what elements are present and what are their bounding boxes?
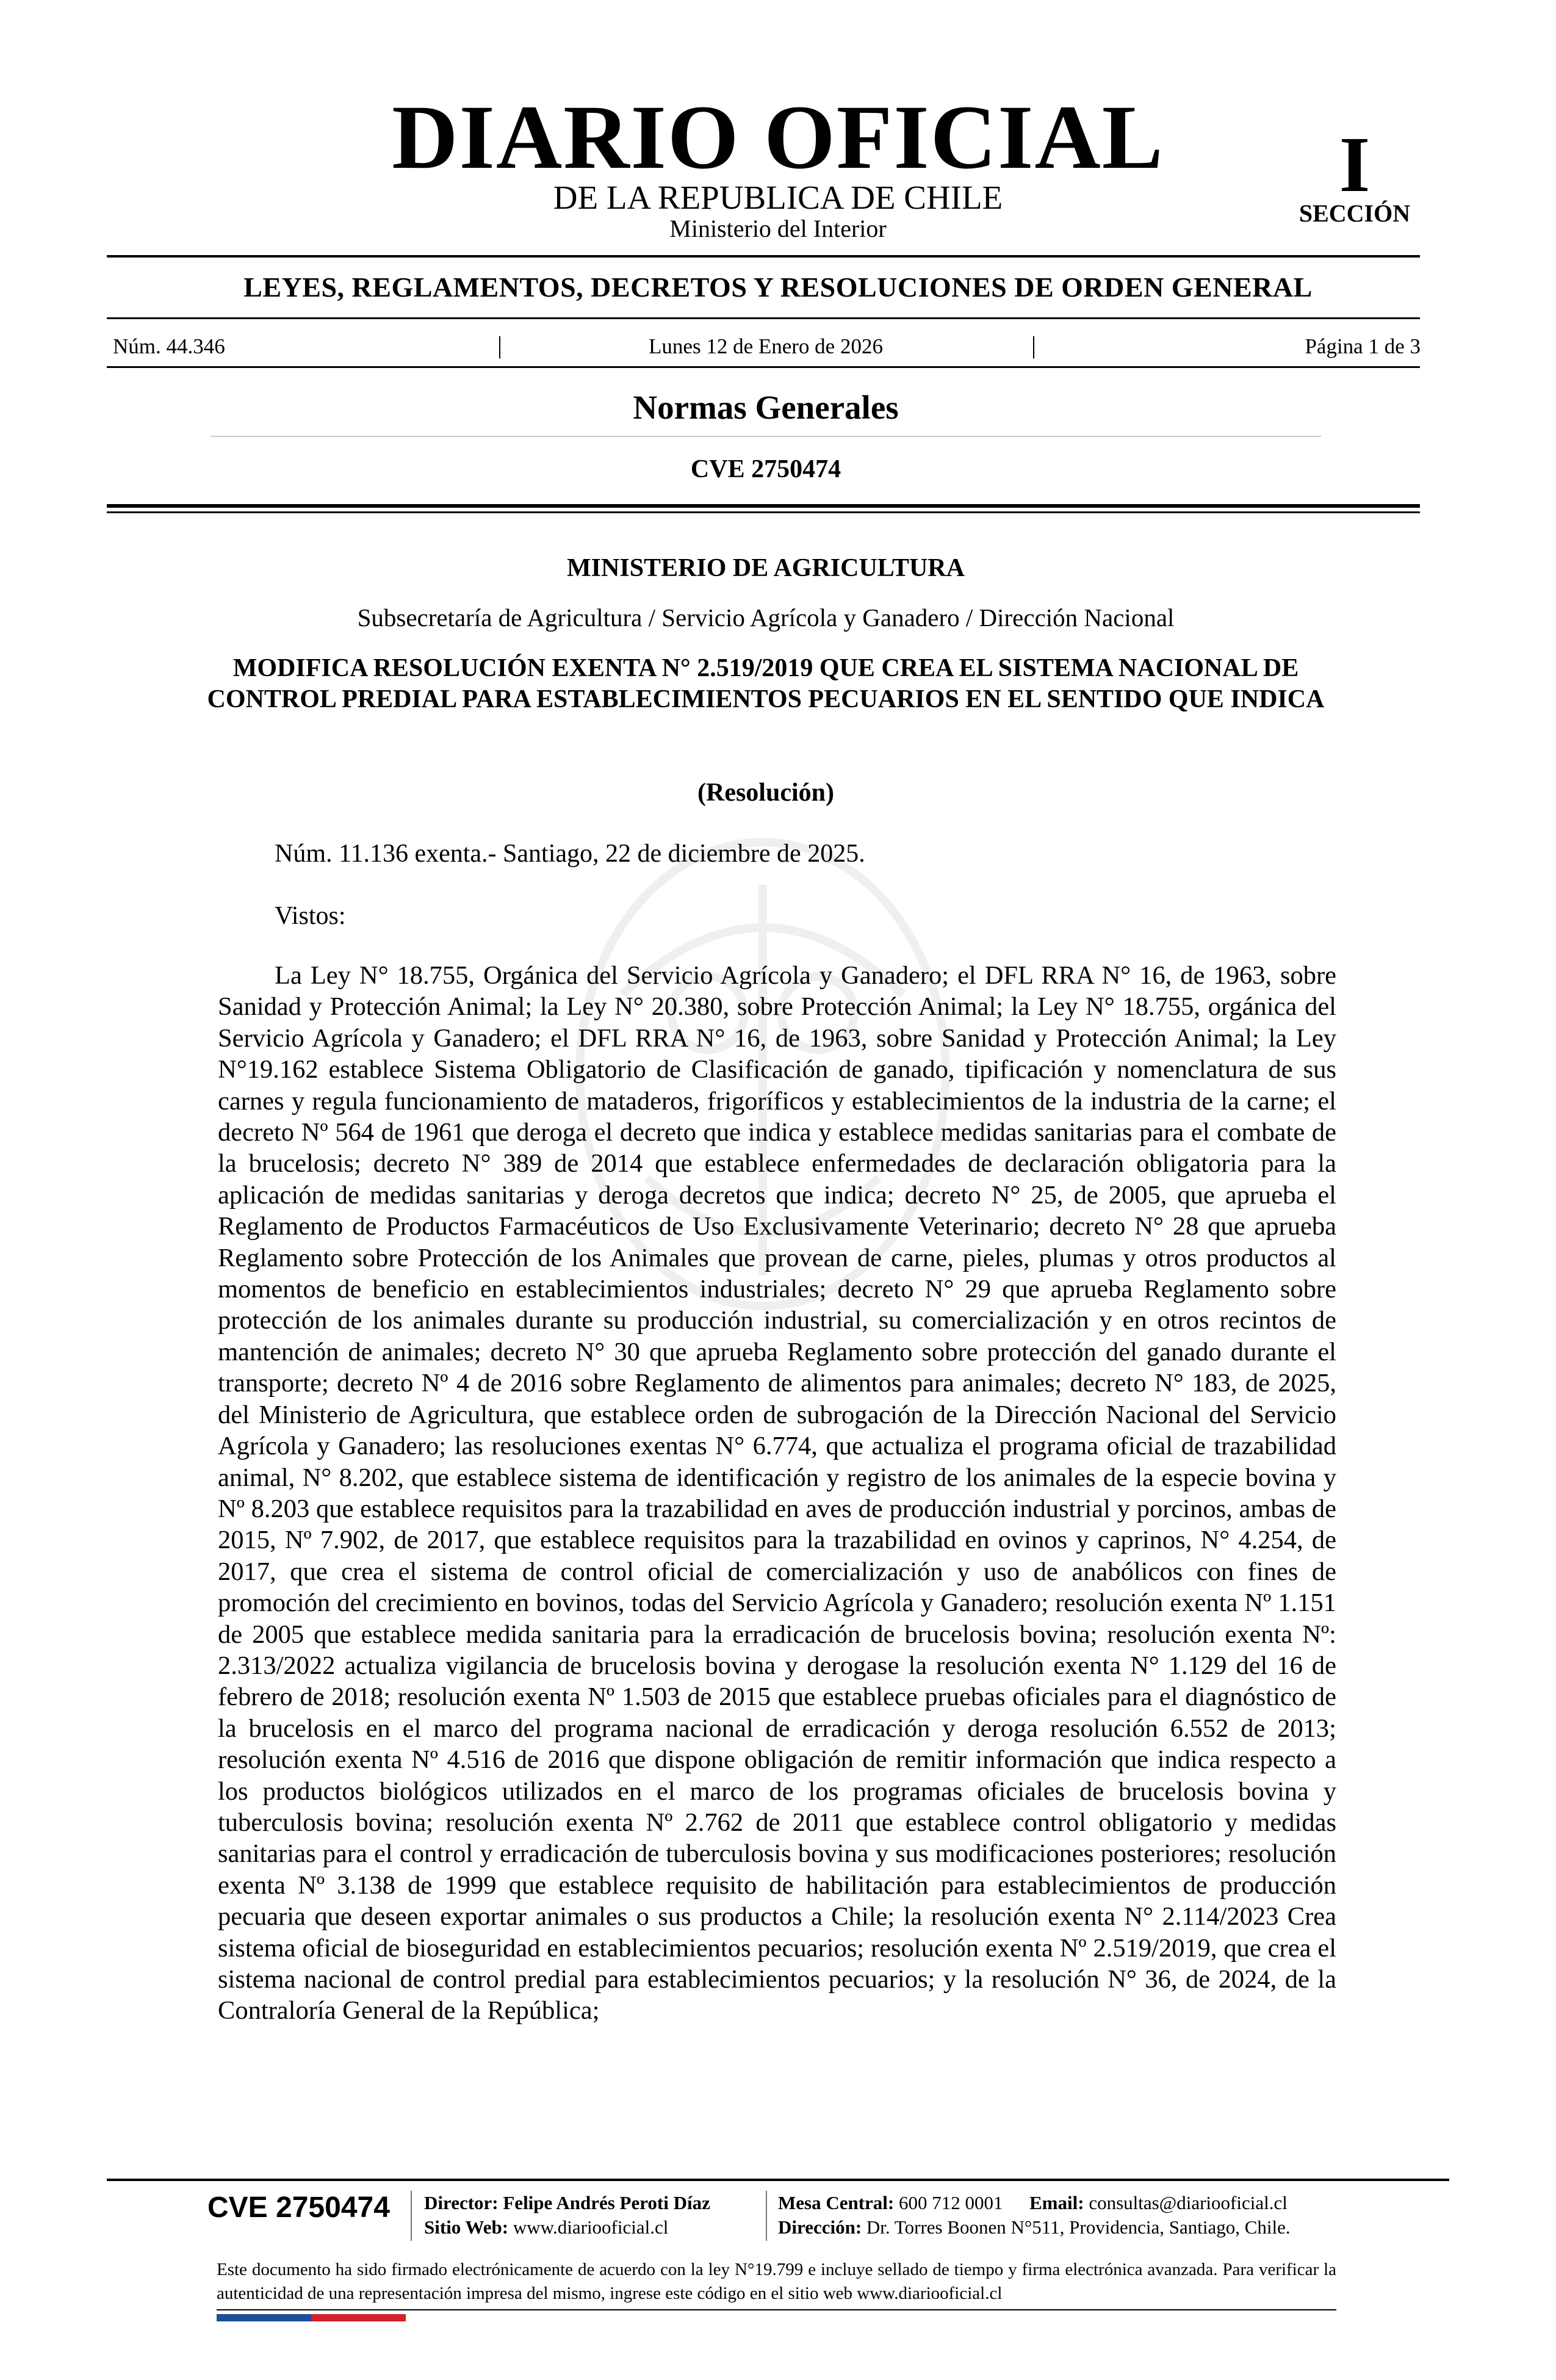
footer-cve-code: CVE 2750474 bbox=[207, 2191, 390, 2224]
section-label: SECCIÓN bbox=[1298, 200, 1411, 227]
director-label: Director: bbox=[424, 2192, 499, 2213]
footer-director bbox=[424, 2193, 710, 2212]
footer-website bbox=[424, 2218, 668, 2237]
footer-bottom-rule bbox=[217, 2309, 1336, 2310]
section-divider bbox=[211, 436, 1321, 437]
document-type: (Resolución) bbox=[697, 779, 834, 807]
issue-number: Núm. 44.346 bbox=[113, 334, 225, 358]
meta-rule bbox=[107, 366, 1420, 368]
footer-address bbox=[778, 2218, 1291, 2237]
website-label: Sitio Web: bbox=[424, 2216, 509, 2238]
website-link[interactable]: www.diariooficial.cl bbox=[513, 2216, 669, 2238]
address-value: Dr. Torres Boonen N°511, Providencia, Santiago, Chile. bbox=[866, 2216, 1291, 2238]
footer-rule bbox=[107, 2179, 1449, 2181]
subsecretaria-line: Subsecretaría de Agricultura / Servicio Agrícola y Ganadero / Dirección Nacional bbox=[357, 604, 1175, 632]
section-heading: Normas Generales bbox=[633, 389, 899, 426]
resolution-number-line: Núm. 11.136 exenta.- Santiago, 22 de diciembre de 2025. bbox=[275, 840, 865, 868]
footer-contact bbox=[778, 2193, 1288, 2212]
footer-divider bbox=[766, 2191, 767, 2241]
masthead-subtitle: DE LA REPUBLICA DE CHILE bbox=[553, 179, 1003, 216]
flag-stripe-blue bbox=[217, 2314, 311, 2321]
meta-separator: | bbox=[1031, 331, 1037, 359]
page-indicator: Página 1 de 3 bbox=[1305, 334, 1421, 358]
email-link[interactable]: consultas@diariooficial.cl bbox=[1089, 2192, 1288, 2213]
resolution-title: MODIFICA RESOLUCIÓN EXENTA N° 2.519/2019 QUE CREA EL SISTEMA NACIONAL DE CONTROL PREDIAL PARA ESTABLECIMIENTOS PECUARIOS EN EL SENTIDO QUE INDICA bbox=[207, 654, 1325, 713]
mesa-label: Mesa Central: bbox=[778, 2192, 895, 2213]
director-name: Felipe Andrés Peroti Díaz bbox=[503, 2192, 710, 2213]
section-number: I bbox=[1339, 121, 1371, 209]
email-label: Email: bbox=[1029, 2192, 1084, 2213]
mesa-phone: 600 712 0001 bbox=[899, 2192, 1003, 2213]
flag-stripe-red bbox=[311, 2314, 406, 2321]
category-rule bbox=[107, 317, 1420, 319]
double-rule-bottom bbox=[107, 511, 1420, 513]
double-rule-top bbox=[107, 504, 1420, 508]
issue-date: Lunes 12 de Enero de 2026 bbox=[649, 334, 883, 358]
address-label: Dirección: bbox=[778, 2216, 862, 2238]
vistos-paragraph: La Ley N° 18.755, Orgánica del Servicio Agrícola y Ganadero; el DFL RRA N° 16, de 1963, sobre Sanidad y Protección Animal; la Ley N° 20.380, sobre Protección Animal; la Ley N° 18.755, orgánica del Servicio Agrícola y Ganadero; el DFL RRA N° 16, de 1963, sobre Sanidad y Protección Animal; la Ley N°19.162 establece Sistema Obligatorio de Clasificación de ganado, tipificación y nomenclatura de sus carnes y regula funcionamiento de mataderos, frigoríficos y establecimientos de la industria de la carne; el decreto Nº 564 de 1961 que deroga el decreto que indica y establece medidas sanitarias para el combate de la brucelosis; decreto N° 389 de 2014 que establece enfermedades de declaración obligatoria para la aplicación de medidas sanitarias y deroga decretos que indica; decreto N° 25, de 2005, que aprueba el Reglamento de Productos Farmacéuticos de Uso Exclusivamente Veterinario; decreto N° 28 que aprueba Reglamento sobre Protección de los Animales que provean de carne, pieles, plumas y otros productos al momentos de beneficio en establecimientos industriales; decreto N° 29 que aprueba Reglamento sobre protección de los animales durante su producción industrial, su comercialización y en otros recintos de mantención de animales; decreto N° 30 que aprueba Reglamento sobre protección del ganado durante el transporte; decreto Nº 4 de 2016 sobre Reglamento de alimentos para animales; decreto N° 183, de 2025, del Ministerio de Agricultura, que establece orden de subrogación de la Dirección Nacional del Servicio Agrícola y Ganadero; las resoluciones exentas N° 6.774, que actualiza el programa oficial de trazabilidad animal, N° 8.202, que establece sistema de identificación y registro de los animales de la especie bovina y Nº 8.203 que establece requisitos para la trazabilidad en aves de producción industrial y porcinos, ambas de 2015, Nº 7.902, de 2017, que establece requisitos para la trazabilidad en ovinos y caprinos, N° 4.254, de 2017, que crea el sistema de control oficial de comercialización y uso de anabólicos con fines de promoción del crecimiento en bovinos, todas del Servicio Agrícola y Ganadero; resolución exenta Nº 1.151 de 2005 que establece medida sanitaria para la erradicación de brucelosis bovina; resolución exenta Nº: 2.313/2022 actualiza vigilancia de brucelosis bovina y derogase la resolución exenta N° 1.129 del 16 de febrero de 2018; resolución exenta Nº 1.503 de 2015 que establece pruebas oficiales para el diagnóstico de la brucelosis en el marco del programa nacional de erradicación y deroga resolución 6.552 de 2013; resolución exenta Nº 4.516 de 2016 que dispone obligación de remitir información que indica respecto a los productos biológicos utilizados en el marco de los programas oficiales de brucelosis bovina y tuberculosis bovina; resolución exenta Nº 2.762 de 2011 que establece control obligatorio y medidas sanitarias para el control y erradicación de tuberculosis bovina y sus modificaciones posteriores; resolución exenta Nº 3.138 de 1999 que establece requisito de habilitación para establecimientos de producción pecuaria que deseen exportar animales o sus productos a Chile; la resolución exenta N° 2.114/2023 Crea sistema oficial de bioseguridad en establecimientos pecuarios; resolución exenta Nº 2.519/2019, que crea el sistema nacional de control predial para establecimientos pecuarios; y la resolución N° 36, de 2024, de la Contraloría General de la República; bbox=[218, 961, 1336, 2025]
vistos-label: Vistos: bbox=[275, 902, 346, 930]
masthead-ministry: Ministerio del Interior bbox=[669, 215, 887, 242]
footer-legal-note: Este documento ha sido firmado electrónicamente de acuerdo con la ley N°19.799 e incluye sellado de tiempo y firma electrónica avanzada. Para verificar la autenticidad de una representación impresa del mismo, ingrese este código en el sitio web www.diariooficial.cl bbox=[217, 2260, 1336, 2303]
masthead-title: DIARIO OFICIAL bbox=[392, 87, 1164, 188]
cve-code: CVE 2750474 bbox=[690, 455, 841, 483]
ministry-heading: MINISTERIO DE AGRICULTURA bbox=[567, 554, 965, 582]
meta-separator: | bbox=[497, 331, 503, 359]
category-heading: LEYES, REGLAMENTOS, DECRETOS Y RESOLUCIONES DE ORDEN GENERAL bbox=[243, 272, 1313, 303]
footer-divider bbox=[411, 2191, 412, 2241]
masthead-rule bbox=[107, 255, 1420, 258]
